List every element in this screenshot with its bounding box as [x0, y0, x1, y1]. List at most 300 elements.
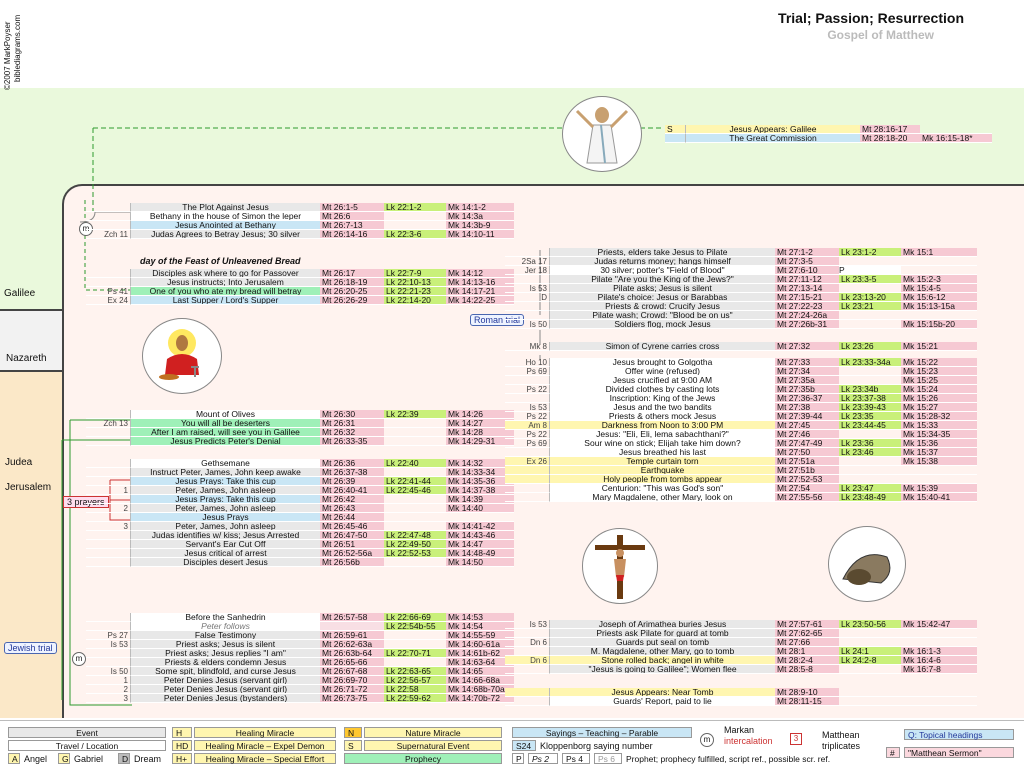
mt-ref[interactable]: Mt 26:17 [320, 269, 384, 278]
legend-angel: Angel [24, 754, 48, 764]
lk-ref[interactable]: Lk 22:21-23 [384, 287, 446, 296]
legend-markan-key: m [700, 733, 714, 747]
lk-ref[interactable]: Lk 23:50-56 [839, 620, 901, 629]
event-title[interactable]: Mount of Olives [130, 410, 320, 419]
mk-ref[interactable]: Mk 16:7-8 [901, 665, 977, 674]
mt-ref[interactable]: Mt 26:67-68 [320, 667, 384, 676]
lk-ref[interactable]: Lk 23:44-45 [839, 421, 901, 430]
lk-ref[interactable]: Lk 22:70-71 [384, 649, 446, 658]
scripture-ref [86, 278, 130, 287]
mk-ref[interactable]: Mk 14:39 [446, 495, 514, 504]
mt-ref[interactable]: Mt 26:47-50 [320, 531, 384, 540]
mk-ref[interactable]: Mk 14:10-11 [446, 230, 514, 239]
event-title[interactable]: Priests & others mock Jesus [549, 412, 775, 421]
event-title[interactable]: Jesus brought to Golgotha [549, 358, 775, 367]
region-judea: Judea [5, 457, 33, 468]
mk-ref[interactable]: Mk 16:15-18* [920, 134, 992, 143]
scripture-ref [86, 212, 130, 221]
event-title[interactable]: Priests & elders condemn Jesus [130, 658, 320, 667]
mt-ref[interactable]: Mt 26:63b-64 [320, 649, 384, 658]
mk-ref[interactable]: Mk 14:68b-70a [446, 685, 514, 694]
lk-ref [839, 475, 901, 484]
mk-ref[interactable]: Mk 15:37 [901, 448, 977, 457]
mk-ref [901, 475, 977, 484]
mk-ref[interactable]: Mk 14:66-68a [446, 676, 514, 685]
scripture-ref [86, 468, 130, 477]
legend-angel-key: A [8, 753, 20, 764]
mt-ref[interactable]: Mt 26:37-38 [320, 468, 384, 477]
lk-ref [384, 513, 446, 522]
mk-ref[interactable]: Mk 16:1-3 [901, 647, 977, 656]
tag [665, 134, 685, 143]
mt-ref[interactable]: Mt 26:59-61 [320, 631, 384, 640]
mk-ref[interactable]: Mk 15:23 [901, 367, 977, 376]
lk-ref[interactable]: Lk 22:3-6 [384, 230, 446, 239]
mt-ref[interactable]: Mt 27:62-65 [775, 629, 839, 638]
scripture-ref [505, 484, 549, 493]
event-title[interactable]: Servant's Ear Cut Off [130, 540, 320, 549]
mt-ref[interactable]: Mt 26:20-25 [320, 287, 384, 296]
mk-ref[interactable]: Mk 15:22 [901, 358, 977, 367]
event-title[interactable]: Earthquake [549, 466, 775, 475]
event-title[interactable]: Disciples ask where to go for Passover [130, 269, 320, 278]
scripture-ref: 2 [86, 685, 130, 694]
scripture-ref [86, 649, 130, 658]
mt-ref[interactable]: Mt 27:6-10 [775, 266, 839, 275]
mk-ref[interactable]: Mk 15:13-15a [901, 302, 977, 311]
lk-ref[interactable]: Lk 23:35 [839, 412, 901, 421]
mt-ref[interactable]: Mt 26:69-70 [320, 676, 384, 685]
mt-ref[interactable]: Mt 28:2-4 [775, 656, 839, 665]
event-title[interactable]: Peter Denies Jesus (servant girl) [130, 676, 320, 685]
legend-sermon-key: # [886, 747, 900, 758]
mk-ref[interactable]: Mk 15:34-35 [901, 430, 977, 439]
mk-ref[interactable]: Mk 14:22-25 [446, 296, 514, 305]
lk-ref[interactable]: Lk 22:10-13 [384, 278, 446, 287]
event-title[interactable]: Disciples desert Jesus [130, 558, 320, 567]
scripture-ref: Is 50 [86, 667, 130, 676]
event-title[interactable]: Priest asks; Jesus is silent [130, 640, 320, 649]
mt-ref[interactable]: Mt 26:32 [320, 428, 384, 437]
mk-ref[interactable]: Mk 14:41-42 [446, 522, 514, 531]
legend-s24-key: S24 [512, 740, 536, 751]
event-title[interactable]: Jesus crucified at 9:00 AM [549, 376, 775, 385]
scripture-ref [505, 302, 549, 311]
mt-ref[interactable]: Mt 28:1 [775, 647, 839, 656]
event-title[interactable]: Sour wine on stick; Elijah take him down? [549, 439, 775, 448]
lk-ref[interactable]: Lk 22:7-9 [384, 269, 446, 278]
mt-ref[interactable]: Mt 26:39 [320, 477, 384, 486]
mt-ref[interactable]: Mt 26:56b [320, 558, 384, 567]
mk-ref[interactable]: Mk 14:12 [446, 269, 514, 278]
lk-ref[interactable]: Lk 22:49-50 [384, 540, 446, 549]
mk-ref[interactable]: Mk 14:48-49 [446, 549, 514, 558]
lk-ref[interactable]: Lk 22:52-53 [384, 549, 446, 558]
lk-ref[interactable]: Lk 23:33-34a [839, 358, 901, 367]
lk-ref[interactable]: Lk 23:21 [839, 302, 901, 311]
mt-ref[interactable]: Mt 26:14-16 [320, 230, 384, 239]
event-title[interactable]: The Plot Against Jesus [130, 203, 320, 212]
event-title[interactable]: Peter Denies Jesus (servant girl) [130, 685, 320, 694]
lk-ref[interactable]: Lk 22:14-20 [384, 296, 446, 305]
lk-ref[interactable]: Lk 22:41-44 [384, 477, 446, 486]
mk-ref[interactable]: Mk 14:28 [446, 428, 514, 437]
scripture-ref: Ps 22 [505, 412, 549, 421]
event-title[interactable]: Joseph of Arimathea buries Jesus [549, 620, 775, 629]
lk-ref[interactable]: P [839, 266, 901, 275]
lk-ref[interactable]: Lk 22:56-57 [384, 676, 446, 685]
lk-ref[interactable]: Lk 23:39-43 [839, 403, 901, 412]
event-title[interactable]: Soldiers flog, mock Jesus [549, 320, 775, 329]
event-title[interactable]: Centurion: "This was God's son" [549, 484, 775, 493]
lk-ref [384, 428, 446, 437]
mt-ref[interactable]: Mt 27:11-12 [775, 275, 839, 284]
event-title[interactable]: Peter, James, John asleep [130, 486, 320, 495]
event-title[interactable]: Priest asks; Jesus replies "I am" [130, 649, 320, 658]
lk-ref [384, 631, 446, 640]
event-title[interactable]: Guards' Report, paid to lie [549, 697, 775, 706]
event-title[interactable]: Peter, James, John asleep [130, 504, 320, 513]
mt-ref[interactable]: Mt 26:36 [320, 459, 384, 468]
event-title[interactable]: The Great Commission [685, 134, 860, 143]
mk-ref[interactable]: Mk 14:29-31 [446, 437, 514, 446]
mt-ref[interactable]: Mt 27:55-56 [775, 493, 839, 502]
lk-ref[interactable]: Lk 23:1-2 [839, 248, 901, 257]
mt-ref[interactable]: Mt 26:57-58 [320, 613, 384, 622]
mk-ref[interactable]: Mk 14:35-36 [446, 477, 514, 486]
page-title: Trial; Passion; Resurrection [778, 10, 964, 26]
event-title[interactable]: Jesus and the two bandits [549, 403, 775, 412]
mk-ref[interactable]: Mk 14:55-59 [446, 631, 514, 640]
mt-ref[interactable]: Mt 26:52-56a [320, 549, 384, 558]
mk-ref[interactable]: Mk 15:27 [901, 403, 977, 412]
scripture-ref [505, 665, 549, 674]
mt-ref[interactable]: Mt 27:26b-31 [775, 320, 839, 329]
mt-ref[interactable]: Mt 27:15-21 [775, 293, 839, 302]
lk-ref[interactable]: Lk 23:34b [839, 385, 901, 394]
lk-ref[interactable]: Lk 22:59-62 [384, 694, 446, 703]
mk-ref[interactable]: Mk 15:15b-20 [901, 320, 977, 329]
mk-ref[interactable]: Mk 14:17-21 [446, 287, 514, 296]
mk-ref[interactable]: Mk 15:24 [901, 385, 977, 394]
event-title[interactable]: You will all be deserters [130, 419, 320, 428]
event-title[interactable]: Some spit, blindfold, and curse Jesus [130, 667, 320, 676]
event-title[interactable]: Pilate wash; Crowd: "Blood be on us" [549, 311, 775, 320]
mk-ref[interactable]: Mk 15:40-41 [901, 493, 977, 502]
scripture-ref [505, 376, 549, 385]
mt-ref[interactable]: Mt 26:51 [320, 540, 384, 549]
scripture-ref: Is 53 [505, 403, 549, 412]
lk-ref [839, 457, 901, 466]
event-title[interactable]: Priests, elders take Jesus to Pilate [549, 248, 775, 257]
mt-ref[interactable]: Mt 26:43 [320, 504, 384, 513]
scripture-ref: Zch 13 [86, 419, 130, 428]
mt-ref[interactable]: Mt 27:50 [775, 448, 839, 457]
scripture-ref: Is 53 [505, 620, 549, 629]
legend-prophet: Prophet; prophecy fulfilled, script ref., possible scr. ref. [626, 754, 831, 764]
mt-ref[interactable]: Mt 27:3-5 [775, 257, 839, 266]
event-title[interactable]: Last Supper / Lord's Supper [130, 296, 320, 305]
mk-ref[interactable]: Mk 14:65 [446, 667, 514, 676]
lk-ref[interactable]: Lk 22:54b-55 [384, 622, 446, 631]
mt-ref[interactable]: Mt 27:51b [775, 466, 839, 475]
legend-travel: Travel / Location [8, 740, 166, 751]
mt-ref[interactable]: Mt 27:33 [775, 358, 839, 367]
mk-ref[interactable]: Mk 15:39 [901, 484, 977, 493]
lk-ref[interactable]: Lk 22:66-69 [384, 613, 446, 622]
event-title[interactable]: Simon of Cyrene carries cross [549, 342, 775, 351]
mt-ref[interactable]: Mt 26:42 [320, 495, 384, 504]
lk-ref[interactable]: Lk 22:39 [384, 410, 446, 419]
event-title[interactable]: Judas identifies w/ kiss; Jesus Arrested [130, 531, 320, 540]
mk-ref[interactable]: Mk 14:37-38 [446, 486, 514, 495]
lk-ref[interactable]: Lk 22:47-48 [384, 531, 446, 540]
mk-ref[interactable]: Mk 15:25 [901, 376, 977, 385]
mt-ref[interactable]: Mt 27:47-49 [775, 439, 839, 448]
lk-ref[interactable]: Lk 23:3-5 [839, 275, 901, 284]
mk-ref[interactable]: Mk 14:43-46 [446, 531, 514, 540]
lk-ref[interactable]: Lk 22:63-65 [384, 667, 446, 676]
mt-ref[interactable]: Mt 26:71-72 [320, 685, 384, 694]
event-title[interactable]: Priests ask Pilate for guard at tomb [549, 629, 775, 638]
mt-ref[interactable]: Mt 26:65-66 [320, 658, 384, 667]
mk-ref[interactable]: Mk 14:70b-72 [446, 694, 514, 703]
lk-ref [839, 376, 901, 385]
event-title[interactable]: Darkness from Noon to 3:00 PM [549, 421, 775, 430]
legend-s-key: S [344, 740, 362, 751]
mt-ref[interactable]: Mt 27:39-44 [775, 412, 839, 421]
mk-ref [901, 638, 977, 647]
event-title[interactable]: Inscription: King of the Jews [549, 394, 775, 403]
lk-ref[interactable]: Lk 24:2-8 [839, 656, 901, 665]
event-title[interactable]: Jesus Prays: Take this cup [130, 477, 320, 486]
event-title[interactable]: Pilate "Are you the King of the Jews?" [549, 275, 775, 284]
event-title[interactable]: M. Magdalene, other Mary, go to tomb [549, 647, 775, 656]
mk-ref[interactable]: Mk 14:27 [446, 419, 514, 428]
mk-ref[interactable]: Mk 15:26 [901, 394, 977, 403]
jewish-trial-label[interactable]: Jewish trial [4, 642, 57, 654]
mt-ref[interactable]: Mt 26:62-63a [320, 640, 384, 649]
mk-ref[interactable]: Mk 15:28-32 [901, 412, 977, 421]
lk-ref [839, 320, 901, 329]
mt-ref[interactable]: Mt 27:22-23 [775, 302, 839, 311]
mt-ref[interactable]: Mt 27:13-14 [775, 284, 839, 293]
lk-ref[interactable]: Lk 23:26 [839, 342, 901, 351]
mt-ref[interactable]: Mt 26:1-5 [320, 203, 384, 212]
scripture-ref: 3 [86, 694, 130, 703]
mt-ref[interactable]: Mt 27:35a [775, 376, 839, 385]
event-title[interactable]: Priests & crowd: Crucify Jesus [549, 302, 775, 311]
mk-ref[interactable]: Mk 14:47 [446, 540, 514, 549]
event-title[interactable]: After I am raised, will see you in Galilee [130, 428, 320, 437]
event-title[interactable]: Instruct Peter, James, John keep awake [130, 468, 320, 477]
lk-ref [384, 468, 446, 477]
mk-ref[interactable]: Mk 15:2-3 [901, 275, 977, 284]
mt-ref[interactable]: Mt 26:6 [320, 212, 384, 221]
event-title[interactable]: Stone rolled back; angel in white [549, 656, 775, 665]
mk-ref[interactable]: Mk 14:54 [446, 622, 514, 631]
mk-ref[interactable]: Mk 14:3b-9 [446, 221, 514, 230]
three-prayers-label: 3 prayers [63, 496, 109, 508]
event-title[interactable]: Gethsemane [130, 459, 320, 468]
lk-ref [384, 522, 446, 531]
event-title[interactable]: Jesus instructs; Into Jerusalem [130, 278, 320, 287]
scripture-ref [505, 311, 549, 320]
event-title[interactable]: Bethany in the house of Simon the leper [130, 212, 320, 221]
mk-ref[interactable]: Mk 14:1-2 [446, 203, 514, 212]
legend-ps6: Ps 6 [594, 753, 622, 764]
copyright: ©2007 MarkPoyser biblediagrams.com [3, 14, 22, 90]
event-title[interactable]: False Testimony [130, 631, 320, 640]
event-title[interactable]: Jesus Appears: Galilee [685, 125, 860, 134]
roman-trial-label[interactable]: Roman trial [470, 314, 524, 326]
event-title[interactable]: Divided clothes by casting lots [549, 385, 775, 394]
event-title[interactable]: Jesus Appears: Near Tomb [549, 688, 775, 697]
scripture-ref: Ho 10 [505, 358, 549, 367]
lk-ref[interactable]: Lk 23:37-38 [839, 394, 901, 403]
markan-intercalation-marker: m [72, 652, 86, 666]
event-title[interactable]: Holy people from tombs appear [549, 475, 775, 484]
mt-ref[interactable]: Mt 27:45 [775, 421, 839, 430]
mk-ref[interactable]: Mk 15:4-5 [901, 284, 977, 293]
event-title[interactable]: Judas Agrees to Betray Jesus; 30 silver [130, 230, 320, 239]
lk-ref [839, 665, 901, 674]
event-title[interactable]: Offer wine (refused) [549, 367, 775, 376]
event-title[interactable]: Guards put seal on tomb [549, 638, 775, 647]
mk-ref[interactable]: Mk 14:61b-62 [446, 649, 514, 658]
event-group-gethsemane [86, 459, 514, 567]
mt-ref[interactable]: Mt 27:35b [775, 385, 839, 394]
scripture-ref [505, 647, 549, 656]
mk-ref[interactable]: Mk 15:21 [901, 342, 977, 351]
lk-ref[interactable]: Lk 22:1-2 [384, 203, 446, 212]
mt-ref[interactable]: Mt 28:16-17 [860, 125, 920, 134]
mk-ref[interactable]: Mk 16:4-6 [901, 656, 977, 665]
mt-ref[interactable]: Mt 27:36-37 [775, 394, 839, 403]
mt-ref[interactable]: Mt 26:40-41 [320, 486, 384, 495]
event-title[interactable]: One of you who ate my bread will betray [130, 287, 320, 296]
mt-ref[interactable]: Mt 26:33-35 [320, 437, 384, 446]
mt-ref[interactable]: Mt 27:46 [775, 430, 839, 439]
lk-ref [839, 430, 901, 439]
legend-event: Event [8, 727, 166, 738]
mt-ref[interactable]: Mt 26:45-46 [320, 522, 384, 531]
mt-ref[interactable]: Mt 28:11-15 [775, 697, 839, 706]
event-group-pilate [505, 248, 977, 329]
mt-ref[interactable]: Mt 27:24-26a [775, 311, 839, 320]
event-title[interactable]: "Jesus is going to Galilee"; Women flee [549, 665, 775, 674]
mt-ref[interactable]: Mt 26:31 [320, 419, 384, 428]
mt-ref[interactable]: Mt 28:9-10 [775, 688, 839, 697]
event-title[interactable]: Mary Magdalene, other Mary, look on [549, 493, 775, 502]
mt-ref[interactable]: Mt 27:38 [775, 403, 839, 412]
event-title[interactable]: 30 silver; potter's "Field of Blood" [549, 266, 775, 275]
event-title[interactable]: Before the Sanhedrin [130, 613, 320, 622]
event-title[interactable]: Temple curtain torn [549, 457, 775, 466]
mk-ref[interactable]: Mk 14:50 [446, 558, 514, 567]
mt-ref[interactable]: Mt 26:18-19 [320, 278, 384, 287]
lk-ref[interactable]: Lk 23:13-20 [839, 293, 901, 302]
mt-ref[interactable]: Mt 26:26-29 [320, 296, 384, 305]
event-title[interactable]: Jesus Anointed at Bethany [130, 221, 320, 230]
mt-ref[interactable]: Mt 26:44 [320, 513, 384, 522]
mk-ref[interactable]: Mk 15:6-12 [901, 293, 977, 302]
lk-ref[interactable]: Lk 22:45-46 [384, 486, 446, 495]
mt-ref[interactable] [320, 622, 384, 631]
event-title[interactable]: Jesus critical of arrest [130, 549, 320, 558]
mt-ref[interactable]: Mt 28:18-20 [860, 134, 920, 143]
event-title[interactable]: Jesus Predicts Peter's Denial [130, 437, 320, 446]
event-title[interactable]: Jesus breathed his last [549, 448, 775, 457]
lk-ref [384, 558, 446, 567]
mt-ref[interactable]: Mt 26:7-13 [320, 221, 384, 230]
mk-ref[interactable]: Mk 15:38 [901, 457, 977, 466]
event-title[interactable]: Jesus Prays: Take this cup [130, 495, 320, 504]
event-group-olives [86, 410, 514, 446]
mk-ref [920, 125, 992, 134]
event-title[interactable]: Jesus Prays [130, 513, 320, 522]
mk-ref[interactable]: Mk 14:3a [446, 212, 514, 221]
scripture-ref: Mk 8 [505, 342, 549, 351]
event-title[interactable]: Judas returns money; hangs himself [549, 257, 775, 266]
mt-ref[interactable]: Mt 27:1-2 [775, 248, 839, 257]
mk-ref[interactable]: Mk 14:40 [446, 504, 514, 513]
mk-ref[interactable]: Mk 14:63-64 [446, 658, 514, 667]
mk-ref[interactable]: Mk 15:36 [901, 439, 977, 448]
event-title[interactable]: Jesus: "Eli, Eli, lema sabachthani?" [549, 430, 775, 439]
mt-ref[interactable]: Mt 27:52-53 [775, 475, 839, 484]
lk-ref[interactable]: Lk 23:48-49 [839, 493, 901, 502]
legend-sermon: "Matthean Sermon" [904, 747, 1014, 758]
mt-ref[interactable]: Mt 26:30 [320, 410, 384, 419]
scripture-ref [505, 448, 549, 457]
lk-ref[interactable]: Lk 23:46 [839, 448, 901, 457]
lk-ref[interactable]: Lk 22:58 [384, 685, 446, 694]
lk-ref[interactable]: Lk 22:40 [384, 459, 446, 468]
mk-ref[interactable]: Mk 14:33-34 [446, 468, 514, 477]
mk-ref[interactable]: Mk 14:60-61a [446, 640, 514, 649]
mt-ref[interactable]: Mt 27:66 [775, 638, 839, 647]
event-group-appearance [505, 688, 977, 706]
event-title[interactable]: Pilate's choice: Jesus or Barabbas [549, 293, 775, 302]
mt-ref[interactable]: Mt 27:51a [775, 457, 839, 466]
mk-ref[interactable]: Mk 15:42-47 [901, 620, 977, 629]
mt-ref[interactable]: Mt 27:32 [775, 342, 839, 351]
mt-ref[interactable]: Mt 27:54 [775, 484, 839, 493]
mt-ref[interactable]: Mt 27:57-61 [775, 620, 839, 629]
event-title[interactable]: Peter, James, John asleep [130, 522, 320, 531]
lk-ref [839, 629, 901, 638]
scripture-ref [505, 629, 549, 638]
mk-ref[interactable]: Mk 14:53 [446, 613, 514, 622]
event-title[interactable]: Peter follows [130, 622, 320, 631]
mt-ref[interactable]: Mt 27:34 [775, 367, 839, 376]
event-title[interactable]: Pilate asks; Jesus is silent [549, 284, 775, 293]
mk-ref[interactable]: Mk 14:26 [446, 410, 514, 419]
lk-ref[interactable]: Lk 23:36 [839, 439, 901, 448]
mk-ref[interactable]: Mk 15:1 [901, 248, 977, 257]
scripture-ref [86, 269, 130, 278]
mk-ref[interactable]: Mk 14:32 [446, 459, 514, 468]
lk-ref[interactable]: Lk 24:1 [839, 647, 901, 656]
mt-ref[interactable]: Mt 26:73-75 [320, 694, 384, 703]
mt-ref[interactable]: Mt 28:5-8 [775, 665, 839, 674]
mk-ref[interactable]: Mk 15:33 [901, 421, 977, 430]
mk-ref[interactable]: Mk 14:13-16 [446, 278, 514, 287]
scripture-ref [86, 495, 130, 504]
event-title[interactable]: Peter Denies Jesus (bystanders) [130, 694, 320, 703]
lk-ref[interactable]: Lk 23:47 [839, 484, 901, 493]
